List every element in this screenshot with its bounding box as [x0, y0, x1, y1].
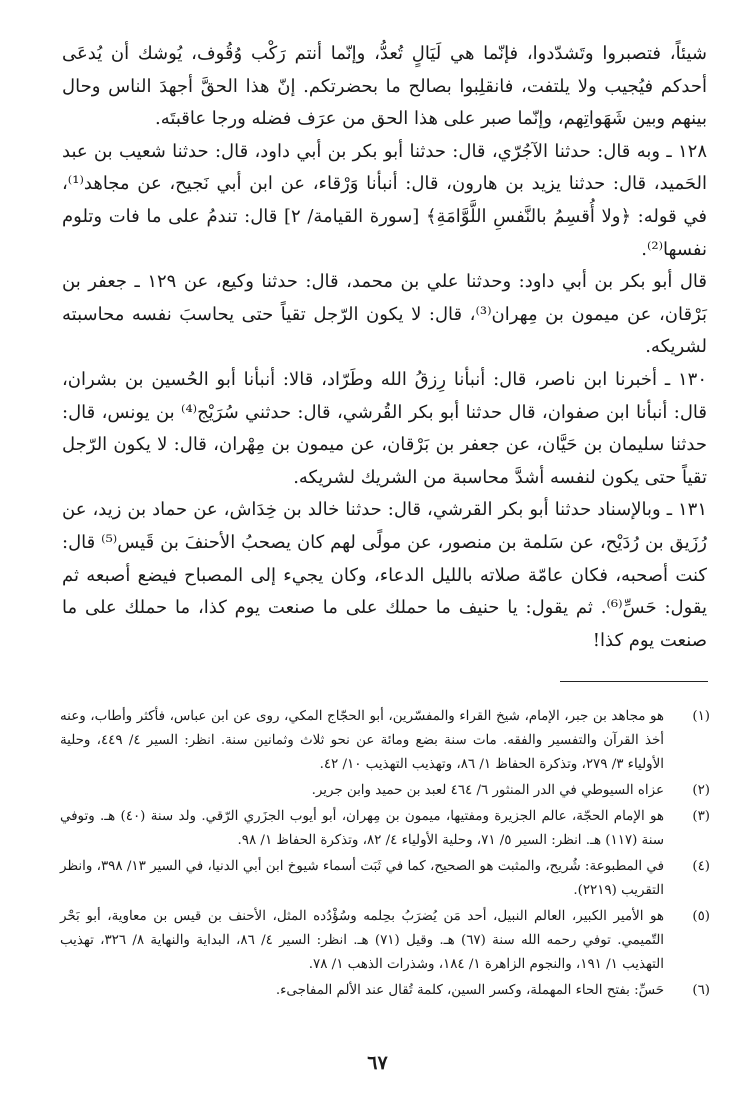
paragraph-129: قال أبو بكر بن أبي داود: وحدثنا علي بن محمد، قال: حدثنا وكيع، عن ١٢٩ ـ جعفر بن بَرْقان، عن ميمون بن مِهران⁽³⁾، قال: لا يكون الرّجل تقياً حتى يحاسبَ نفسه محاسبته لشريكه.	[62, 271, 708, 358]
footnote-number: (٥)	[692, 909, 710, 924]
footnote-3	[60, 805, 710, 853]
footnote-1	[60, 705, 710, 777]
page-number: ٦٧	[367, 1052, 388, 1074]
footnote-text: في المطبوعة: شُريح، والمثبت هو الصحيح، كما في ثَبَت أسماء شيوخ ابن أبي الدنيا، في السير ١٣/ ٣٩٨، وانظر التقريب (٢٢١٩).	[60, 859, 664, 898]
footnote-number: (٣)	[692, 809, 710, 824]
footnote-text: هو الأمير الكبير، العالم النبيل، أحد مَن يُضرَبُ بحِلمه وسُؤْدُده المثل، الأحنف بن قيس بن معاوية، أبو بَحْر التّميمي. توفي رحمه الله سنة (٦٧) هـ. وقيل (٧١) هـ. انظر: السير ٤/ ٨٦، البداية والنهاية ٨/ ٣٢٦، تهذيب التهذيب ١/ ١٩١، والنجوم الزاهرة ١/ ١٨٤، وشذرات الذهب ١/ ٧٨.	[60, 909, 664, 972]
footnote-text: عزاه السيوطي في الدر المنثور ٦/ ٤٦٤ لعبد بن حميد وابن جرير.	[311, 783, 664, 798]
paragraph-131: ١٣١ ـ وبالإسناد حدثنا أبو بكر القرشي، قال: حدثنا خالد بن خِدَاش، عن حماد بن زيد، عن رُزَيق بن رُدَيْح، عن سَلمة بن منصور، عن مولًى لهم كان يصحبُ الأحنفَ بن قَيس⁽⁵⁾ قال: كنت أصحبه، فكان عامّة صلاته بالليل الدعاء، وكان يجيء إلى المصباح فيضع أصبعه ثم يقول: حَسِّ⁽⁶⁾. ثم يقول: يا حنيف ما حملك على ما صنعت يوم كذا، ما حملك على ما صنعت يوم كذا!	[62, 499, 708, 651]
footnote-4	[60, 855, 710, 903]
main-text	[62, 38, 707, 657]
footnote-2	[60, 779, 710, 803]
footnote-6	[60, 979, 710, 1003]
footnote-number: (٦)	[692, 983, 710, 998]
footnote-number: (٤)	[692, 859, 710, 874]
footnote-text: هو مجاهد بن جبر، الإمام، شيخ القراء والمفسّرين، أبو الحجّاج المكي، روى عن ابن عباس، فأكثر وأطاب، وعنه أخذ القرآن والتفسير والفقه. مات سنة بضع ومائة عن نحو ثلاث وثمانين سنة. انظر: السير ٤/ ٤٤٩، وحلية الأولياء ٣/ ٢٧٩، وتذكرة الحفاظ ١/ ٨٦، وتهذيب التهذيب ١٠/ ٤٢.	[60, 709, 664, 772]
footnote-text: هو الإمام الحجّة، عالم الجزيرة ومفتيها، ميمون بن مِهران، أبو أيوب الجزَري الرّقي. ولد سنة (٤٠) هـ. وتوفي سنة (١١٧) هـ. انظر: السير ٥/ ٧١، وحلية الأولياء ٤/ ٨٢، وتذكرة الحفاظ ١/ ٩٨.	[60, 809, 664, 848]
paragraph-intro: شيئاً، فتصبروا وتَشدّدوا، فإنّما هي لَيَالٍ تُعدُّ، وإنّما أنتم رَكْب وُقُوف، يُوشك أن يُدعَى أحدكم فيُجيب ولا يلتفت، فانقلِبوا بصالح ما بحضرتكم. إنّ هذا الحقَّ أجهدَ الناس وحال بينهم وبين شَهَواتِهم، وإنّما صبر على هذا الحق من عرَف فضله ورجا عاقبتَه.	[62, 43, 707, 130]
paragraph-130: ١٣٠ ـ أخبرنا ابن ناصر، قال: أنبأنا رِزقُ الله وطَرّاد، قالا: أنبأنا أبو الحُسين بن بشران، قال: أنبأنا ابن صفوان، قال حدثنا أبو بكر القُرشي، قال: حدثني سُرَيْج⁽⁴⁾ بن يونس، قال: حدثنا سليمان بن حَيَّان، عن جعفر بن بَرْقان، عن ميمون بن مِهْران، قال: لا يكون الرّجل تقياً حتى يكون لنفسه أشدَّ محاسبة من الشريك لشريكه.	[62, 368, 707, 488]
footnote-number: (٢)	[692, 783, 710, 798]
footnotes	[60, 705, 710, 1003]
footnote-text: حَسِّ: بفتح الحاء المهملة، وكسر السين، كلمة تُقال عند الألم المفاجىء.	[275, 983, 664, 998]
footnote-number: (١)	[692, 709, 710, 724]
footnote-separator	[560, 681, 708, 682]
footnote-5	[60, 905, 710, 977]
paragraph-128: ١٢٨ ـ وبه قال: حدثنا الآجُرّي، قال: حدثنا أبو بكر بن أبي داود، قال: حدثنا شعيب بن عبد الحَميد، قال: حدثنا يزيد بن هارون، قال: أنبأنا وَرْقاء، عن ابن أبي نَجيح، عن مجاهد⁽¹⁾، في قوله: ﴿ولا أُقسِمُ بالنَّفسِ اللَّوَّامَةِ﴾ [سورة القيامة/ ٢] قال: تندمُ على ما فات وتلوم نفسها⁽²⁾.	[62, 140, 707, 260]
